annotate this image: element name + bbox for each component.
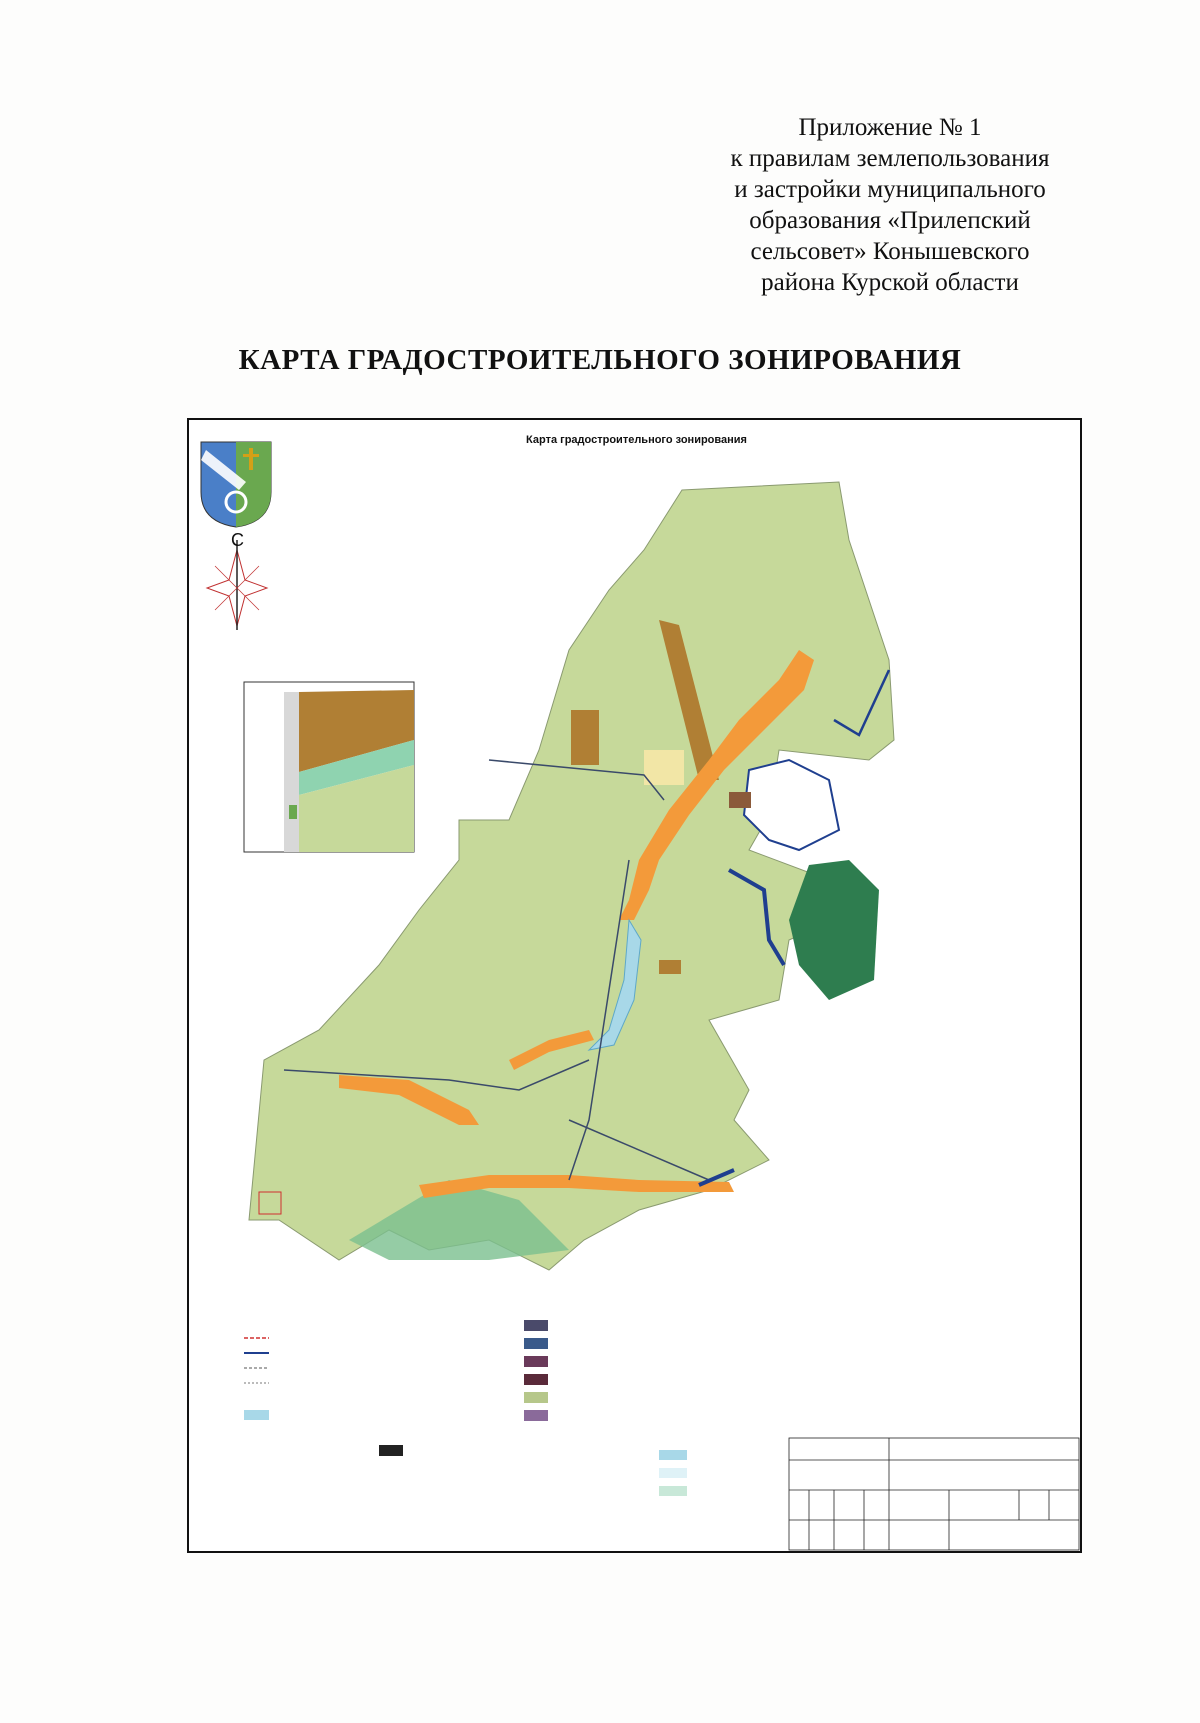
agri-zone (571, 710, 599, 765)
page-title: КАРТА ГРАДОСТРОИТЕЛЬНОГО ЗОНИРОВАНИЯ (238, 344, 962, 376)
north-letter: С (231, 530, 244, 550)
appendix-block (670, 112, 1110, 298)
konyshevka-area (744, 760, 839, 850)
north-arrow (207, 540, 267, 630)
appendix-line: и застройки муниципального (734, 176, 1046, 203)
inset-zone-sp2 (289, 805, 297, 819)
zoning-map (189, 420, 1082, 1553)
agri-zone (659, 960, 681, 974)
title-block (789, 1438, 1079, 1550)
coat-of-arms (201, 442, 271, 527)
appendix-line: сельсовет» Конышевского (750, 238, 1030, 265)
appendix-line: к правилам землепользования (730, 145, 1050, 172)
agri-zone (729, 792, 751, 808)
appendix-line: Приложение № 1 (798, 114, 982, 141)
municipality-area (249, 482, 894, 1270)
map-inner-title: Карта градостроительного зонирования (526, 434, 747, 446)
map-sheet (187, 418, 1082, 1553)
inset-road (284, 692, 299, 852)
appendix-line: образования «Прилепский (749, 207, 1031, 234)
agri-zone (644, 750, 684, 785)
appendix-line: района Курской области (761, 269, 1019, 296)
